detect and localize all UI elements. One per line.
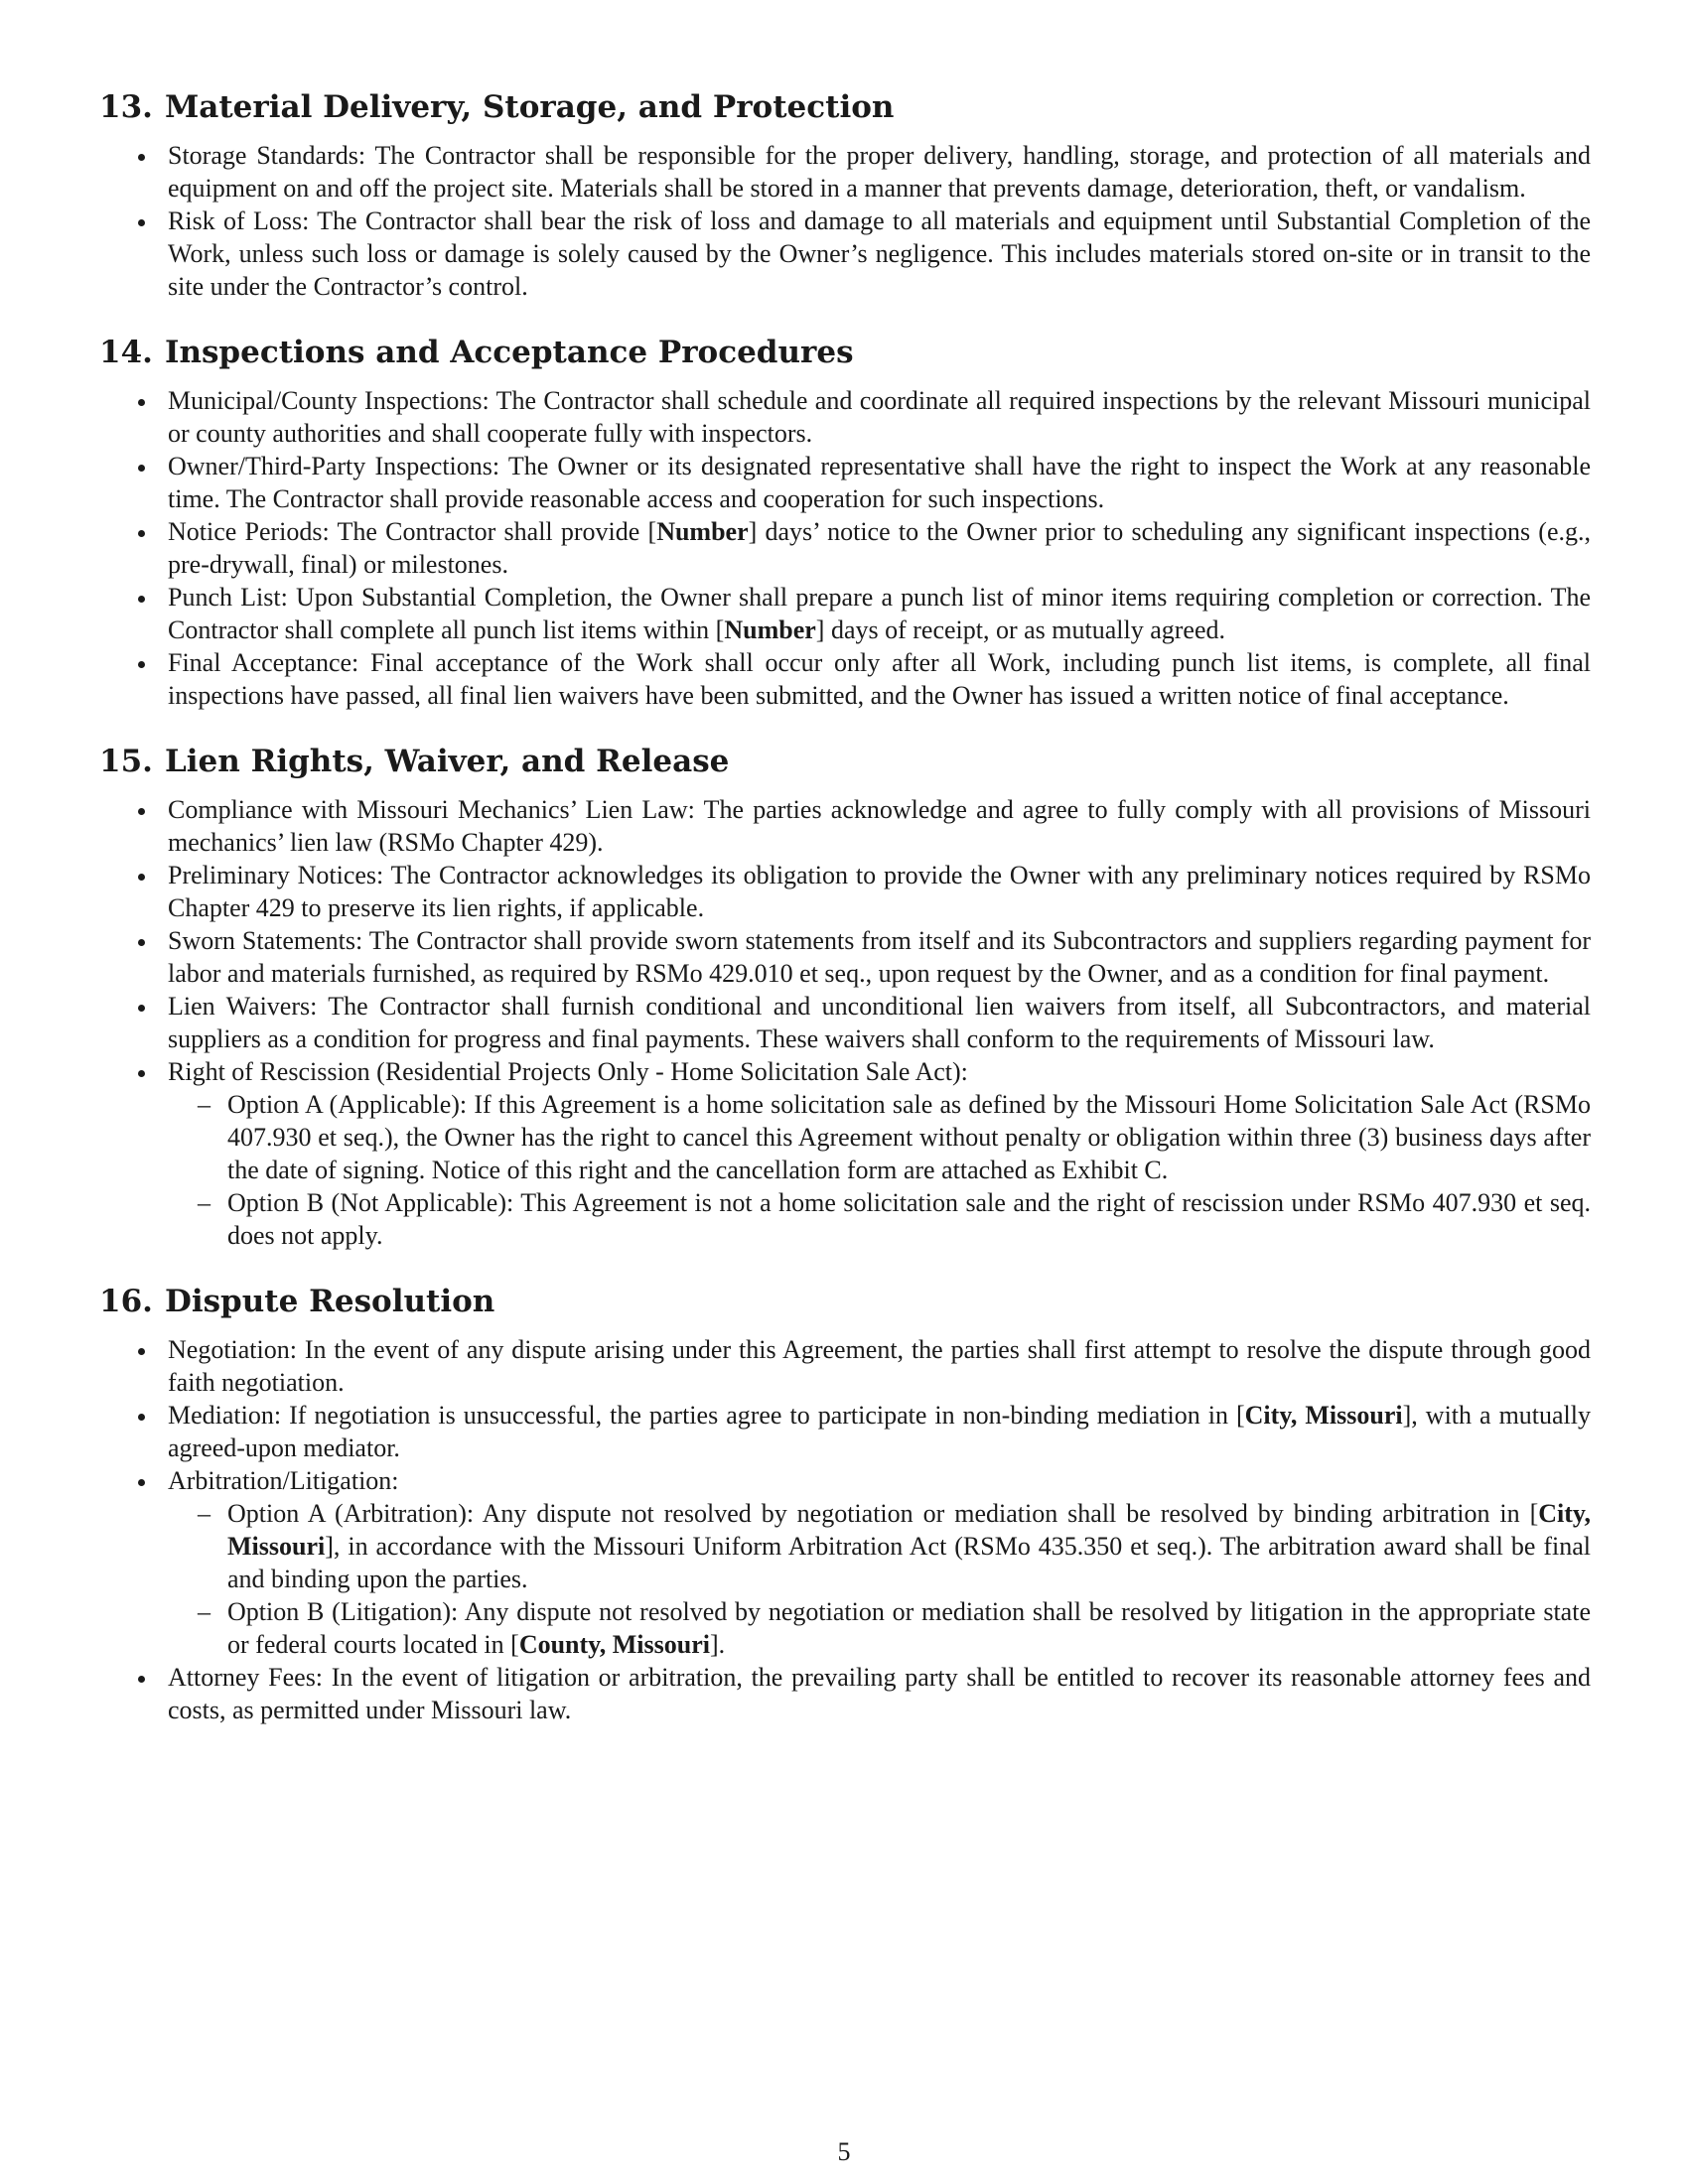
bullet-list [99,1333,1591,1726]
sub-list-item: – Option B (Litigation): Any dispute not resolved by negotiation or mediation shall be resolved by litigation in the appropriate state or federal courts located in [County, Missouri]. [198,1597,1591,1659]
bullet-icon [138,808,145,815]
bullet-icon [138,596,145,603]
bullet-icon [138,1676,145,1683]
list-item: Sworn Statements: The Contractor shall provide sworn statements from itself and its Subcontractors and suppliers regarding payment for labor and materials furnished, as required by RSMo 429.010 et seq., upon request by the Owner, and as a condition for final payment. [99,924,1591,990]
section-title: Material Delivery, Storage, and Protection [164,89,895,125]
sub-list-item: – Option A (Arbitration): Any dispute not resolved by negotiation or mediation shall be resolved by binding arbitration in [City, Missouri], in accordance with the Missouri Uniform Arbitration Act (RSMo 435.350 et seq.). The arbitration award shall be final and binding upon the parties. [198,1499,1591,1593]
section-14 [99,333,1591,712]
document-body [99,87,1591,1756]
dash-icon: – [198,1499,211,1528]
list-item: Municipal/County Inspections: The Contractor shall schedule and coordinate all required inspections by the relevant Missouri municipal or county authorities and shall cooperate fully with inspectors. [99,384,1591,450]
sub-list-item: – Option A (Applicable): If this Agreement is a home solicitation sale as defined by the Missouri Home Solicitation Sale Act (RSMo 407.930 et seq.), the Owner has the right to cancel this Agreement without penalty or obligation within three (3) business days after the date of signing. Notice of this right and the cancellation form are attached as Exhibit C. [198,1090,1591,1184]
list-item: Mediation: If negotiation is unsuccessful, the parties agree to participate in non-binding mediation in [City, Missouri], with a mutually agreed-upon mediator. [99,1399,1591,1464]
sub-list-item: – Option B (Not Applicable): This Agreement is not a home solicitation sale and the right of rescission under RSMo 407.930 et seq. does not apply. [198,1188,1591,1250]
list-item: Right of Rescission (Residential Projects Only - Home Solicitation Sale Act): – Option A (Applicable): If this Agreement is a home solicitation sale as defined by the Missouri Home Solicitation Sale Act (RSMo 407.930 et seq.), the Owner has the right to cancel this Agreement without penalty or obligation within three (3) business days after the date of signing. Notice of this right and the cancellation form are attached as Exhibit C. – Option B (Not Applicable): This Agreement is not a home solicitation sale and the right of rescission under RSMo 407.930 et seq. does not apply. [99,1055,1591,1252]
section-15 [99,742,1591,1252]
placeholder-field: County, Missouri [518,1630,710,1659]
bullet-list [99,793,1591,1252]
list-item: Final Acceptance: Final acceptance of the Work shall occur only after all Work, including punch list items, is complete, all final inspections have passed, all final lien waivers have been submitted, and the Owner has issued a written notice of final acceptance. [99,646,1591,712]
list-item: Notice Periods: The Contractor shall provide [Number] days’ notice to the Owner prior to scheduling any significant inspections (e.g., pre-drywall, final) or milestones. [99,515,1591,581]
bullet-icon [138,465,145,472]
bullet-icon [138,219,145,226]
bullet-icon [138,1414,145,1421]
section-number: 14. [99,335,153,370]
list-item: Arbitration/Litigation: – Option A (Arbitration): Any dispute not resolved by negotiation or mediation shall be resolved by binding arbitration in [City, Missouri], in accordance with the Missouri Uniform Arbitration Act (RSMo 435.350 et seq.). The arbitration award shall be final and binding upon the parties. – Option B (Litigation): Any dispute not resolved by negotiation or mediation shall be resolved by litigation in the appropriate state or federal courts located in [County, Missouri]. [99,1464,1591,1661]
section-16 [99,1282,1591,1726]
list-item: Owner/Third-Party Inspections: The Owner or its designated representative shall have the right to inspect the Work at any reasonable time. The Contractor shall provide reasonable access and cooperation for such inspections. [99,450,1591,515]
placeholder-field: City, Missouri [227,1499,1591,1561]
list-item: Preliminary Notices: The Contractor acknowledges its obligation to provide the Owner with any preliminary notices required by RSMo Chapter 429 to preserve its lien rights, if applicable. [99,859,1591,924]
dash-icon: – [198,1188,211,1217]
bullet-icon [138,874,145,881]
bullet-icon [138,1005,145,1012]
section-heading [99,742,1591,781]
list-item: Attorney Fees: In the event of litigation or arbitration, the prevailing party shall be entitled to recover its reasonable attorney fees and costs, as permitted under Missouri law. [99,1661,1591,1726]
dash-icon: – [198,1597,211,1626]
section-number: 16. [99,1284,153,1319]
bullet-icon [138,1070,145,1077]
bullet-icon [138,661,145,668]
bullet-list [99,384,1591,712]
section-number: 13. [99,89,153,125]
section-title: Dispute Resolution [164,1284,495,1319]
bullet-icon [138,530,145,537]
section-title: Lien Rights, Waiver, and Release [164,744,730,779]
list-item: Lien Waivers: The Contractor shall furnish conditional and unconditional lien waivers from itself, all Subcontractors, and material suppliers as a condition for progress and final payments. These waivers shall conform to the requirements of Missouri law. [99,990,1591,1055]
bullet-icon [138,1479,145,1486]
placeholder-field: Number [656,517,749,546]
list-item: Compliance with Missouri Mechanics’ Lien Law: The parties acknowledge and agree to fully comply with all provisions of Missouri mechanics’ lien law (RSMo Chapter 429). [99,793,1591,859]
bullet-icon [138,1348,145,1355]
section-number: 15. [99,744,153,779]
list-item: Negotiation: In the event of any dispute arising under this Agreement, the parties shall first attempt to resolve the dispute through good faith negotiation. [99,1333,1591,1399]
list-item: Punch List: Upon Substantial Completion, the Owner shall prepare a punch list of minor items requiring completion or correction. The Contractor shall complete all punch list items within [Number] days of receipt, or as mutually agreed. [99,581,1591,646]
list-item: Risk of Loss: The Contractor shall bear the risk of loss and damage to all materials and equipment until Substantial Completion of the Work, unless such loss or damage is solely caused by the Owner’s negligence. This includes materials stored on-site or in transit to the site under the Contractor’s control. [99,205,1591,303]
bullet-icon [138,154,145,161]
dash-icon: – [198,1090,211,1119]
bullet-icon [138,399,145,406]
section-13 [99,87,1591,303]
section-title: Inspections and Acceptance Procedures [164,335,854,370]
bullet-icon [138,939,145,946]
sub-list [168,1088,1591,1252]
list-item: Storage Standards: The Contractor shall be responsible for the proper delivery, handling, storage, and protection of all materials and equipment on and off the project site. Materials shall be stored in a manner that prevents damage, deterioration, theft, or vandalism. [99,139,1591,205]
placeholder-field: City, Missouri [1244,1401,1403,1430]
section-heading [99,333,1591,372]
bullet-list [99,139,1591,303]
page-number: 5 [837,2137,851,2166]
sub-list [168,1497,1591,1661]
placeholder-field: Number [724,615,816,644]
section-heading [99,87,1591,127]
section-heading [99,1282,1591,1321]
